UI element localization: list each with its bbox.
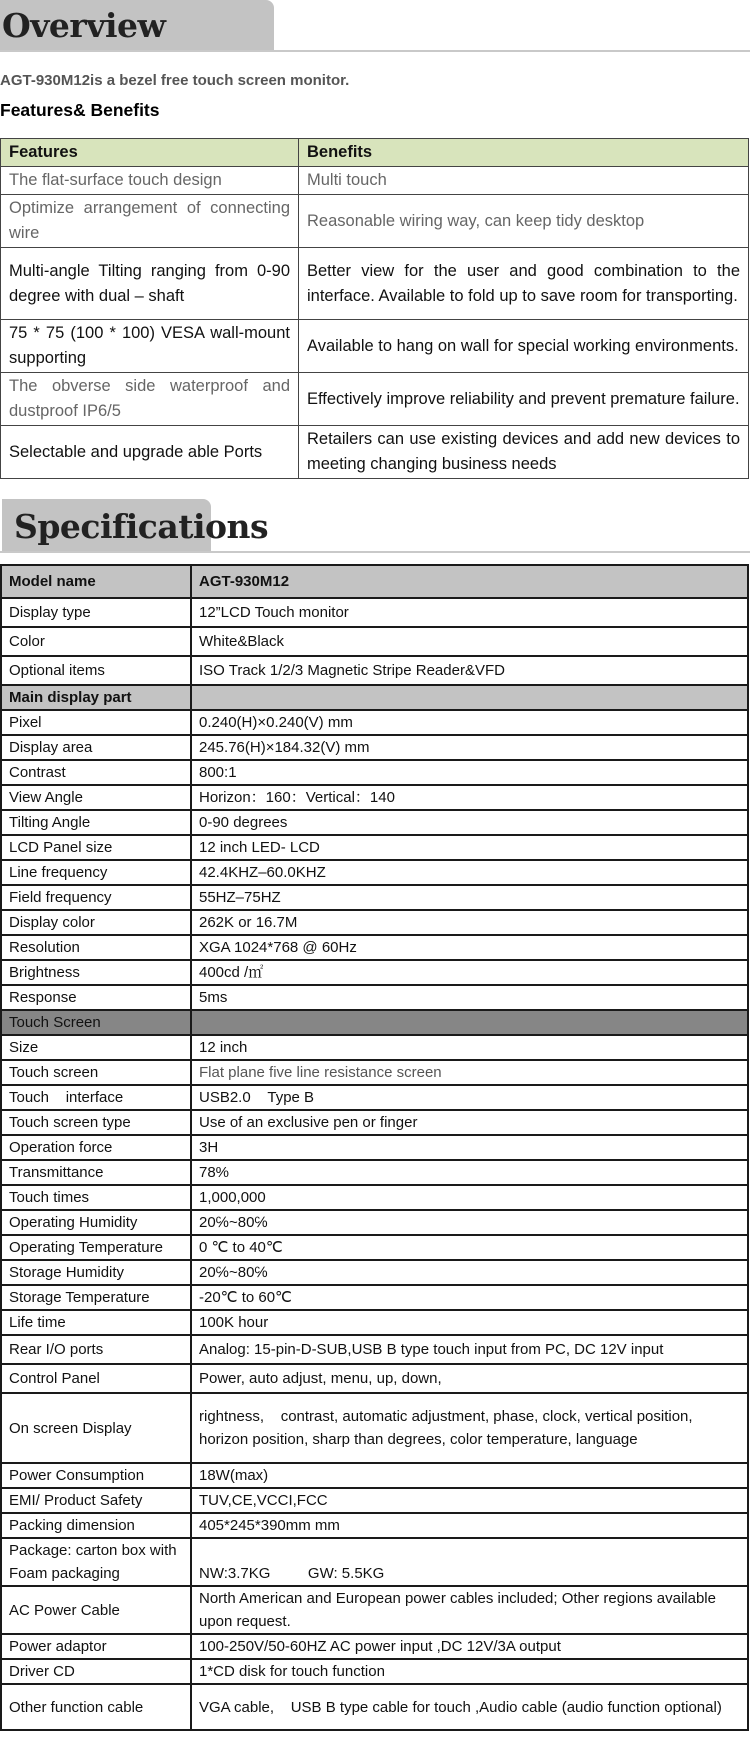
spec-row: [1, 1393, 748, 1463]
spec-value-cell: Use of an exclusive pen or finger: [191, 1110, 748, 1135]
specifications-table: [0, 564, 749, 1731]
feature-cell: The obverse side waterproof and dustproof IP6/5: [1, 373, 299, 426]
spec-value-cell: 3H: [191, 1135, 748, 1160]
spec-key-cell: Tilting Angle: [1, 810, 191, 835]
overview-rule: [0, 50, 750, 52]
spec-value-cell: 20℅~80℅: [191, 1210, 748, 1235]
spec-row: [1, 627, 748, 656]
spec-key-cell: Display type: [1, 598, 191, 627]
feature-cell: The flat-surface touch design: [1, 167, 299, 195]
spec-key-cell: View Angle: [1, 785, 191, 810]
benefit-cell: Effectively improve reliability and prevent premature failure.: [299, 373, 749, 426]
spec-row: [1, 1586, 748, 1634]
spec-key-cell: Pixel: [1, 710, 191, 735]
spec-row: [1, 1463, 748, 1488]
spec-row: [1, 710, 748, 735]
spec-row: [1, 960, 748, 985]
spec-value-cell: 12”LCD Touch monitor: [191, 598, 748, 627]
features-column-header: Features: [1, 139, 299, 167]
spec-value-cell: XGA 1024*768 @ 60Hz: [191, 935, 748, 960]
benefit-cell: Multi touch: [299, 167, 749, 195]
spec-key-cell: Display color: [1, 910, 191, 935]
spec-key-cell: Contrast: [1, 760, 191, 785]
spec-row: [1, 1513, 748, 1538]
table-row: [1, 248, 749, 320]
spec-value-cell: Horizon：160：Vertical：140: [191, 785, 748, 810]
table-row: [1, 195, 749, 248]
spec-key-cell: AC Power Cable: [1, 1586, 191, 1634]
spec-value-cell: rightness, contrast, automatic adjustment, phase, clock, vertical position, horizon position, sharp than degrees, color temperature, language: [191, 1393, 748, 1463]
spec-row: [1, 1010, 748, 1035]
spec-row: [1, 685, 748, 710]
spec-value-cell: 400cd /㎡: [191, 960, 748, 985]
spec-key-cell: Storage Humidity: [1, 1260, 191, 1285]
features-benefits-title: Features& Benefits: [0, 100, 160, 120]
spec-row: [1, 935, 748, 960]
spec-value-cell: 100-250V/50-60HZ AC power input ,DC 12V/3A output: [191, 1634, 748, 1659]
spec-value-cell: 78%: [191, 1160, 748, 1185]
spec-row: [1, 598, 748, 627]
spec-key-cell: Main display part: [1, 685, 191, 710]
spec-row: [1, 1085, 748, 1110]
spec-row: [1, 835, 748, 860]
spec-row: [1, 985, 748, 1010]
spec-key-cell: Operating Temperature: [1, 1235, 191, 1260]
spec-key-cell: Touch screen: [1, 1060, 191, 1085]
spec-row: [1, 1488, 748, 1513]
spec-key-cell: Size: [1, 1035, 191, 1060]
spec-key-cell: EMI/ Product Safety: [1, 1488, 191, 1513]
feature-cell: Selectable and upgrade able Ports: [1, 426, 299, 479]
spec-row: [1, 1310, 748, 1335]
spec-value-cell: 1*CD disk for touch function: [191, 1659, 748, 1684]
spec-key-cell: Operation force: [1, 1135, 191, 1160]
spec-value-cell: 0.240(H)×0.240(V) mm: [191, 710, 748, 735]
spec-value-cell: 5ms: [191, 985, 748, 1010]
spec-value-cell: 262K or 16.7M: [191, 910, 748, 935]
spec-row: [1, 1684, 748, 1730]
spec-row: [1, 1634, 748, 1659]
spec-key-cell: LCD Panel size: [1, 835, 191, 860]
spec-value-cell: USB2.0 Type B: [191, 1085, 748, 1110]
spec-key-cell: Color: [1, 627, 191, 656]
spec-value-cell: 0 ℃ to 40℃: [191, 1235, 748, 1260]
spec-value-cell: Flat plane five line resistance screen: [191, 1060, 748, 1085]
spec-key-cell: Touch interface: [1, 1085, 191, 1110]
spec-value-cell: 20℅~80℅: [191, 1260, 748, 1285]
spec-row: [1, 785, 748, 810]
benefit-cell: Reasonable wiring way, can keep tidy desktop: [299, 195, 749, 248]
overview-section-header: [0, 0, 750, 56]
spec-key-cell: Control Panel: [1, 1364, 191, 1393]
spec-value-cell: 12 inch: [191, 1035, 748, 1060]
table-row: [1, 373, 749, 426]
spec-value-cell: 100K hour: [191, 1310, 748, 1335]
features-table: [0, 138, 749, 479]
spec-row: [1, 860, 748, 885]
spec-key-cell: Field frequency: [1, 885, 191, 910]
spec-row: [1, 1285, 748, 1310]
spec-value-cell: 55HZ–75HZ: [191, 885, 748, 910]
spec-row: [1, 1335, 748, 1364]
spec-row: [1, 1135, 748, 1160]
spec-value-cell: 0-90 degrees: [191, 810, 748, 835]
spec-row: [1, 1060, 748, 1085]
spec-value-cell: AGT-930M12: [191, 565, 748, 598]
feature-cell: Optimize arrangement of connecting wire: [1, 195, 299, 248]
table-row: [1, 426, 749, 479]
spec-row: [1, 810, 748, 835]
spec-key-cell: Brightness: [1, 960, 191, 985]
spec-key-cell: Optional items: [1, 656, 191, 685]
spec-key-cell: Life time: [1, 1310, 191, 1335]
spec-key-cell: Touch screen type: [1, 1110, 191, 1135]
spec-key-cell: Transmittance: [1, 1160, 191, 1185]
spec-row: [1, 760, 748, 785]
feature-cell: 75 * 75 (100 * 100) VESA wall-mount supporting: [1, 320, 299, 373]
spec-key-cell: Storage Temperature: [1, 1285, 191, 1310]
spec-row: [1, 1538, 748, 1586]
table-row: [1, 320, 749, 373]
spec-value-cell: [191, 1010, 748, 1035]
spec-key-cell: Power Consumption: [1, 1463, 191, 1488]
spec-row: [1, 565, 748, 598]
specifications-title: Specifications: [14, 507, 269, 546]
specifications-rule: [0, 551, 750, 553]
spec-row: [1, 885, 748, 910]
spec-value-cell: 405*245*390mm mm: [191, 1513, 748, 1538]
spec-value-cell: TUV,CE,VCCI,FCC: [191, 1488, 748, 1513]
feature-cell: Multi-angle Tilting ranging from 0-90 degree with dual – shaft: [1, 248, 299, 320]
spec-key-cell: Rear I/O ports: [1, 1335, 191, 1364]
benefit-cell: Retailers can use existing devices and add new devices to meeting changing business needs: [299, 426, 749, 479]
features-table-header-row: [1, 139, 749, 167]
spec-row: [1, 735, 748, 760]
spec-value-cell: 18W(max): [191, 1463, 748, 1488]
spec-value-cell: White&Black: [191, 627, 748, 656]
spec-value-cell: Analog: 15-pin-D-SUB,USB B type touch input from PC, DC 12V input: [191, 1335, 748, 1364]
spec-row: [1, 1210, 748, 1235]
spec-key-cell: Model name: [1, 565, 191, 598]
spec-row: [1, 1260, 748, 1285]
spec-key-cell: Display area: [1, 735, 191, 760]
benefit-cell: Better view for the user and good combination to the interface. Available to fold up to save room for transporting.: [299, 248, 749, 320]
spec-row: [1, 1364, 748, 1393]
spec-value-cell: 42.4KHZ–60.0KHZ: [191, 860, 748, 885]
spec-value-cell: 12 inch LED- LCD: [191, 835, 748, 860]
spec-key-cell: Line frequency: [1, 860, 191, 885]
spec-value-cell: VGA cable, USB B type cable for touch ,Audio cable (audio function optional): [191, 1684, 748, 1730]
product-intro: AGT-930M12is a bezel free touch screen monitor.: [0, 72, 350, 89]
spec-row: [1, 1659, 748, 1684]
spec-key-cell: Operating Humidity: [1, 1210, 191, 1235]
benefits-column-header: Benefits: [299, 139, 749, 167]
benefit-cell: Available to hang on wall for special working environments.: [299, 320, 749, 373]
spec-row: [1, 1185, 748, 1210]
spec-row: [1, 1235, 748, 1260]
spec-key-cell: Resolution: [1, 935, 191, 960]
spec-value-cell: North American and European power cables included; Other regions available upon request.: [191, 1586, 748, 1634]
spec-row: [1, 1160, 748, 1185]
spec-key-cell: Power adaptor: [1, 1634, 191, 1659]
spec-key-cell: On screen Display: [1, 1393, 191, 1463]
spec-value-cell: 800:1: [191, 760, 748, 785]
specifications-section-header: [0, 499, 750, 555]
spec-row: [1, 1110, 748, 1135]
table-row: [1, 167, 749, 195]
spec-value-cell: ISO Track 1/2/3 Magnetic Stripe Reader&VFD: [191, 656, 748, 685]
overview-title: Overview: [2, 6, 166, 45]
spec-value-cell: 1,000,000: [191, 1185, 748, 1210]
spec-key-cell: Response: [1, 985, 191, 1010]
spec-value-cell: [191, 685, 748, 710]
spec-key-cell: Touch Screen: [1, 1010, 191, 1035]
spec-key-cell: Package: carton box with Foam packaging: [1, 1538, 191, 1586]
spec-value-cell: 245.76(H)×184.32(V) mm: [191, 735, 748, 760]
spec-key-cell: Touch times: [1, 1185, 191, 1210]
spec-key-cell: Packing dimension: [1, 1513, 191, 1538]
spec-row: [1, 1035, 748, 1060]
spec-value-cell: NW:3.7KG GW: 5.5KG: [191, 1538, 748, 1586]
spec-value-cell: -20℃ to 60℃: [191, 1285, 748, 1310]
spec-value-cell: Power, auto adjust, menu, up, down,: [191, 1364, 748, 1393]
spec-key-cell: Other function cable: [1, 1684, 191, 1730]
spec-row: [1, 656, 748, 685]
spec-key-cell: Driver CD: [1, 1659, 191, 1684]
spec-row: [1, 910, 748, 935]
